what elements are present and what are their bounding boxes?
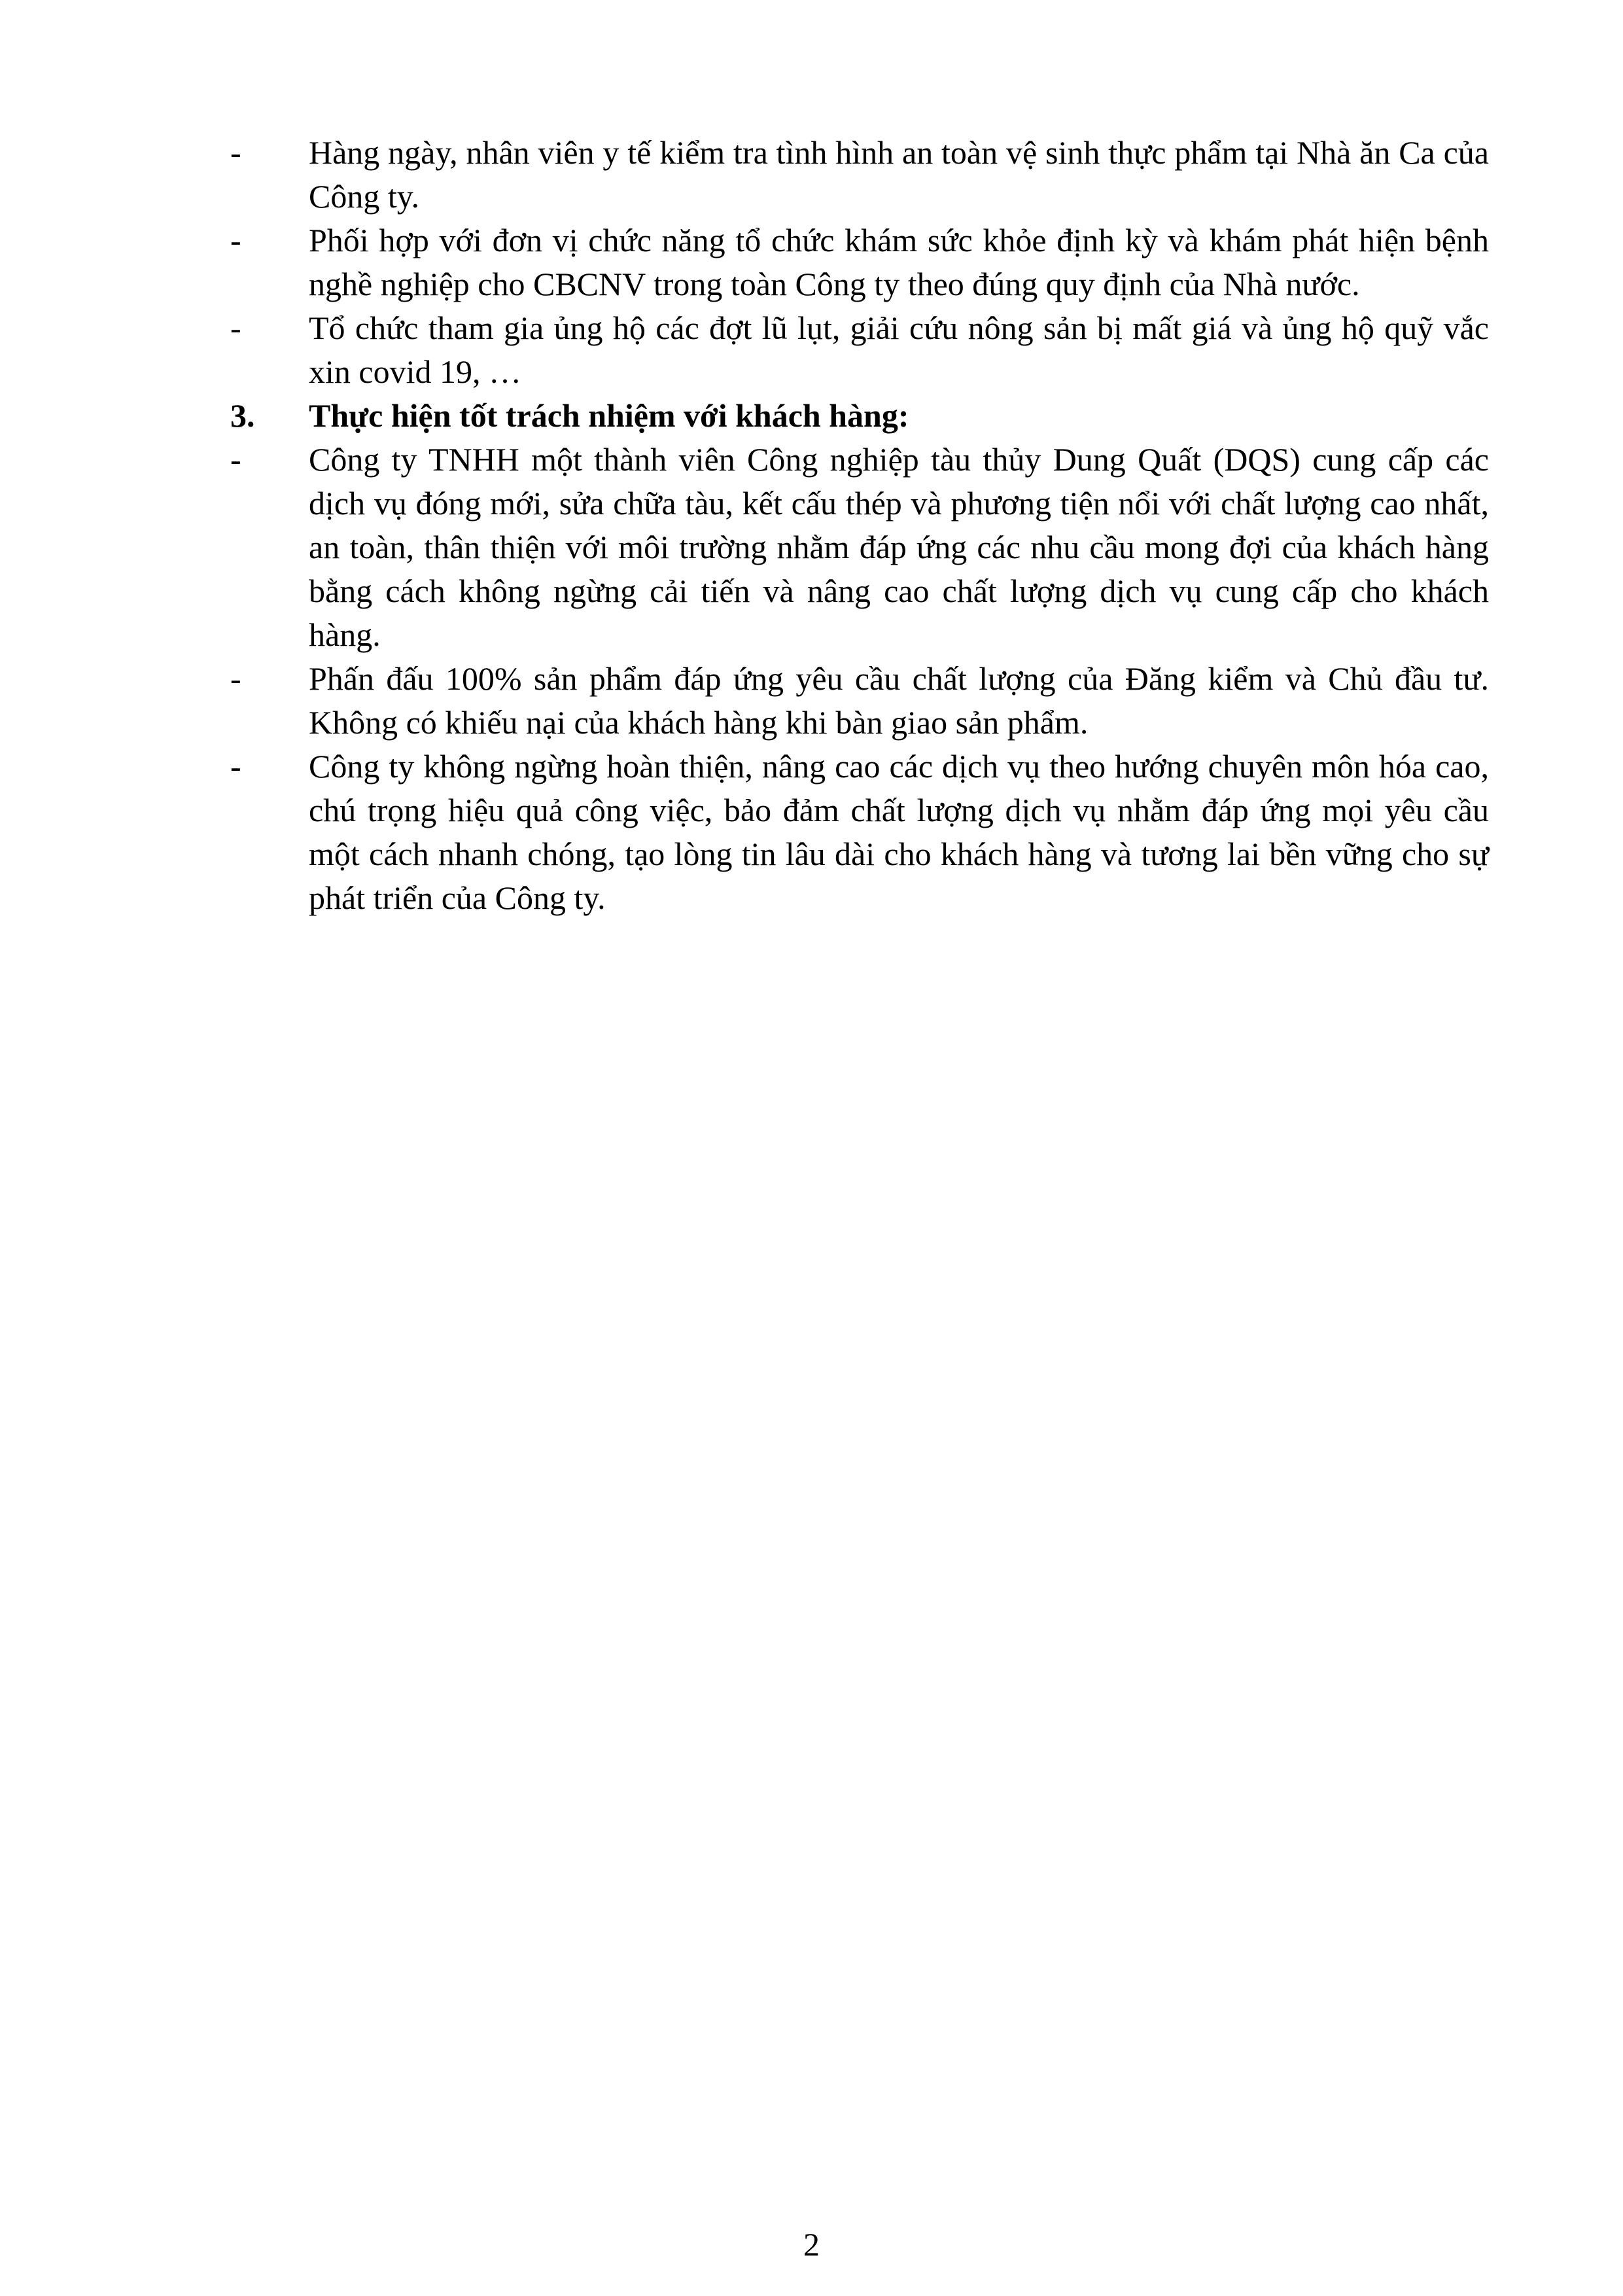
page-number: 2: [803, 2226, 820, 2263]
bullet-text: Hàng ngày, nhân viên y tế kiểm tra tình hình an toàn vệ sinh thực phẩm tại Nhà ăn Ca của Công ty.: [309, 134, 1489, 215]
bullet-text: Công ty không ngừng hoàn thiện, nâng cao các dịch vụ theo hướng chuyên môn hóa cao, chú trọng hiệu quả công việc, bảo đảm chất lượng dịch vụ nhằm đáp ứng mọi yêu cầu một cách nhanh chóng, tạo lòng tin lâu dài cho khách hàng và tương lai bền vững cho sự phát triển của Công ty.: [309, 748, 1489, 916]
bullet-marker: -: [230, 222, 241, 258]
section-heading-3: [230, 394, 1489, 438]
bullet-item-quality-target: [230, 657, 1489, 745]
bullet-item-health-checkup: [230, 219, 1489, 306]
section-title: Thực hiện tốt trách nhiệm với khách hàng:: [309, 397, 909, 434]
bullet-text: Phối hợp với đơn vị chức năng tổ chức khám sức khỏe định kỳ và khám phát hiện bệnh nghề nghiệp cho CBCNV trong toàn Công ty theo đúng quy định của Nhà nước.: [309, 222, 1489, 302]
bullet-text: Tổ chức tham gia ủng hộ các đợt lũ lụt, giải cứu nông sản bị mất giá và ủng hộ quỹ vắc xin covid 19, …: [309, 309, 1489, 390]
bullet-item-continuous-improvement: [230, 745, 1489, 920]
section-number: 3.: [230, 397, 255, 434]
bullet-marker: -: [230, 134, 241, 171]
document-body: [230, 131, 1489, 920]
bullet-item-dqs-services: [230, 438, 1489, 657]
bullet-marker: -: [230, 441, 241, 478]
bullet-marker: -: [230, 748, 241, 785]
bullet-marker: -: [230, 660, 241, 697]
bullet-text: Công ty TNHH một thành viên Công nghiệp tàu thủy Dung Quất (DQS) cung cấp các dịch vụ đóng mới, sửa chữa tàu, kết cấu thép và phương tiện nổi với chất lượng cao nhất, an toàn, thân thiện với môi trường nhằm đáp ứng các nhu cầu mong đợi của khách hàng bằng cách không ngừng cải tiến và nâng cao chất lượng dịch vụ cung cấp cho khách hàng.: [309, 441, 1489, 653]
bullet-marker: -: [230, 309, 241, 346]
bullet-text: Phấn đấu 100% sản phẩm đáp ứng yêu cầu chất lượng của Đăng kiểm và Chủ đầu tư. Không có khiếu nại của khách hàng khi bàn giao sản phẩm.: [309, 660, 1489, 741]
bullet-item-donations: [230, 306, 1489, 394]
bullet-item-food-safety: [230, 131, 1489, 219]
